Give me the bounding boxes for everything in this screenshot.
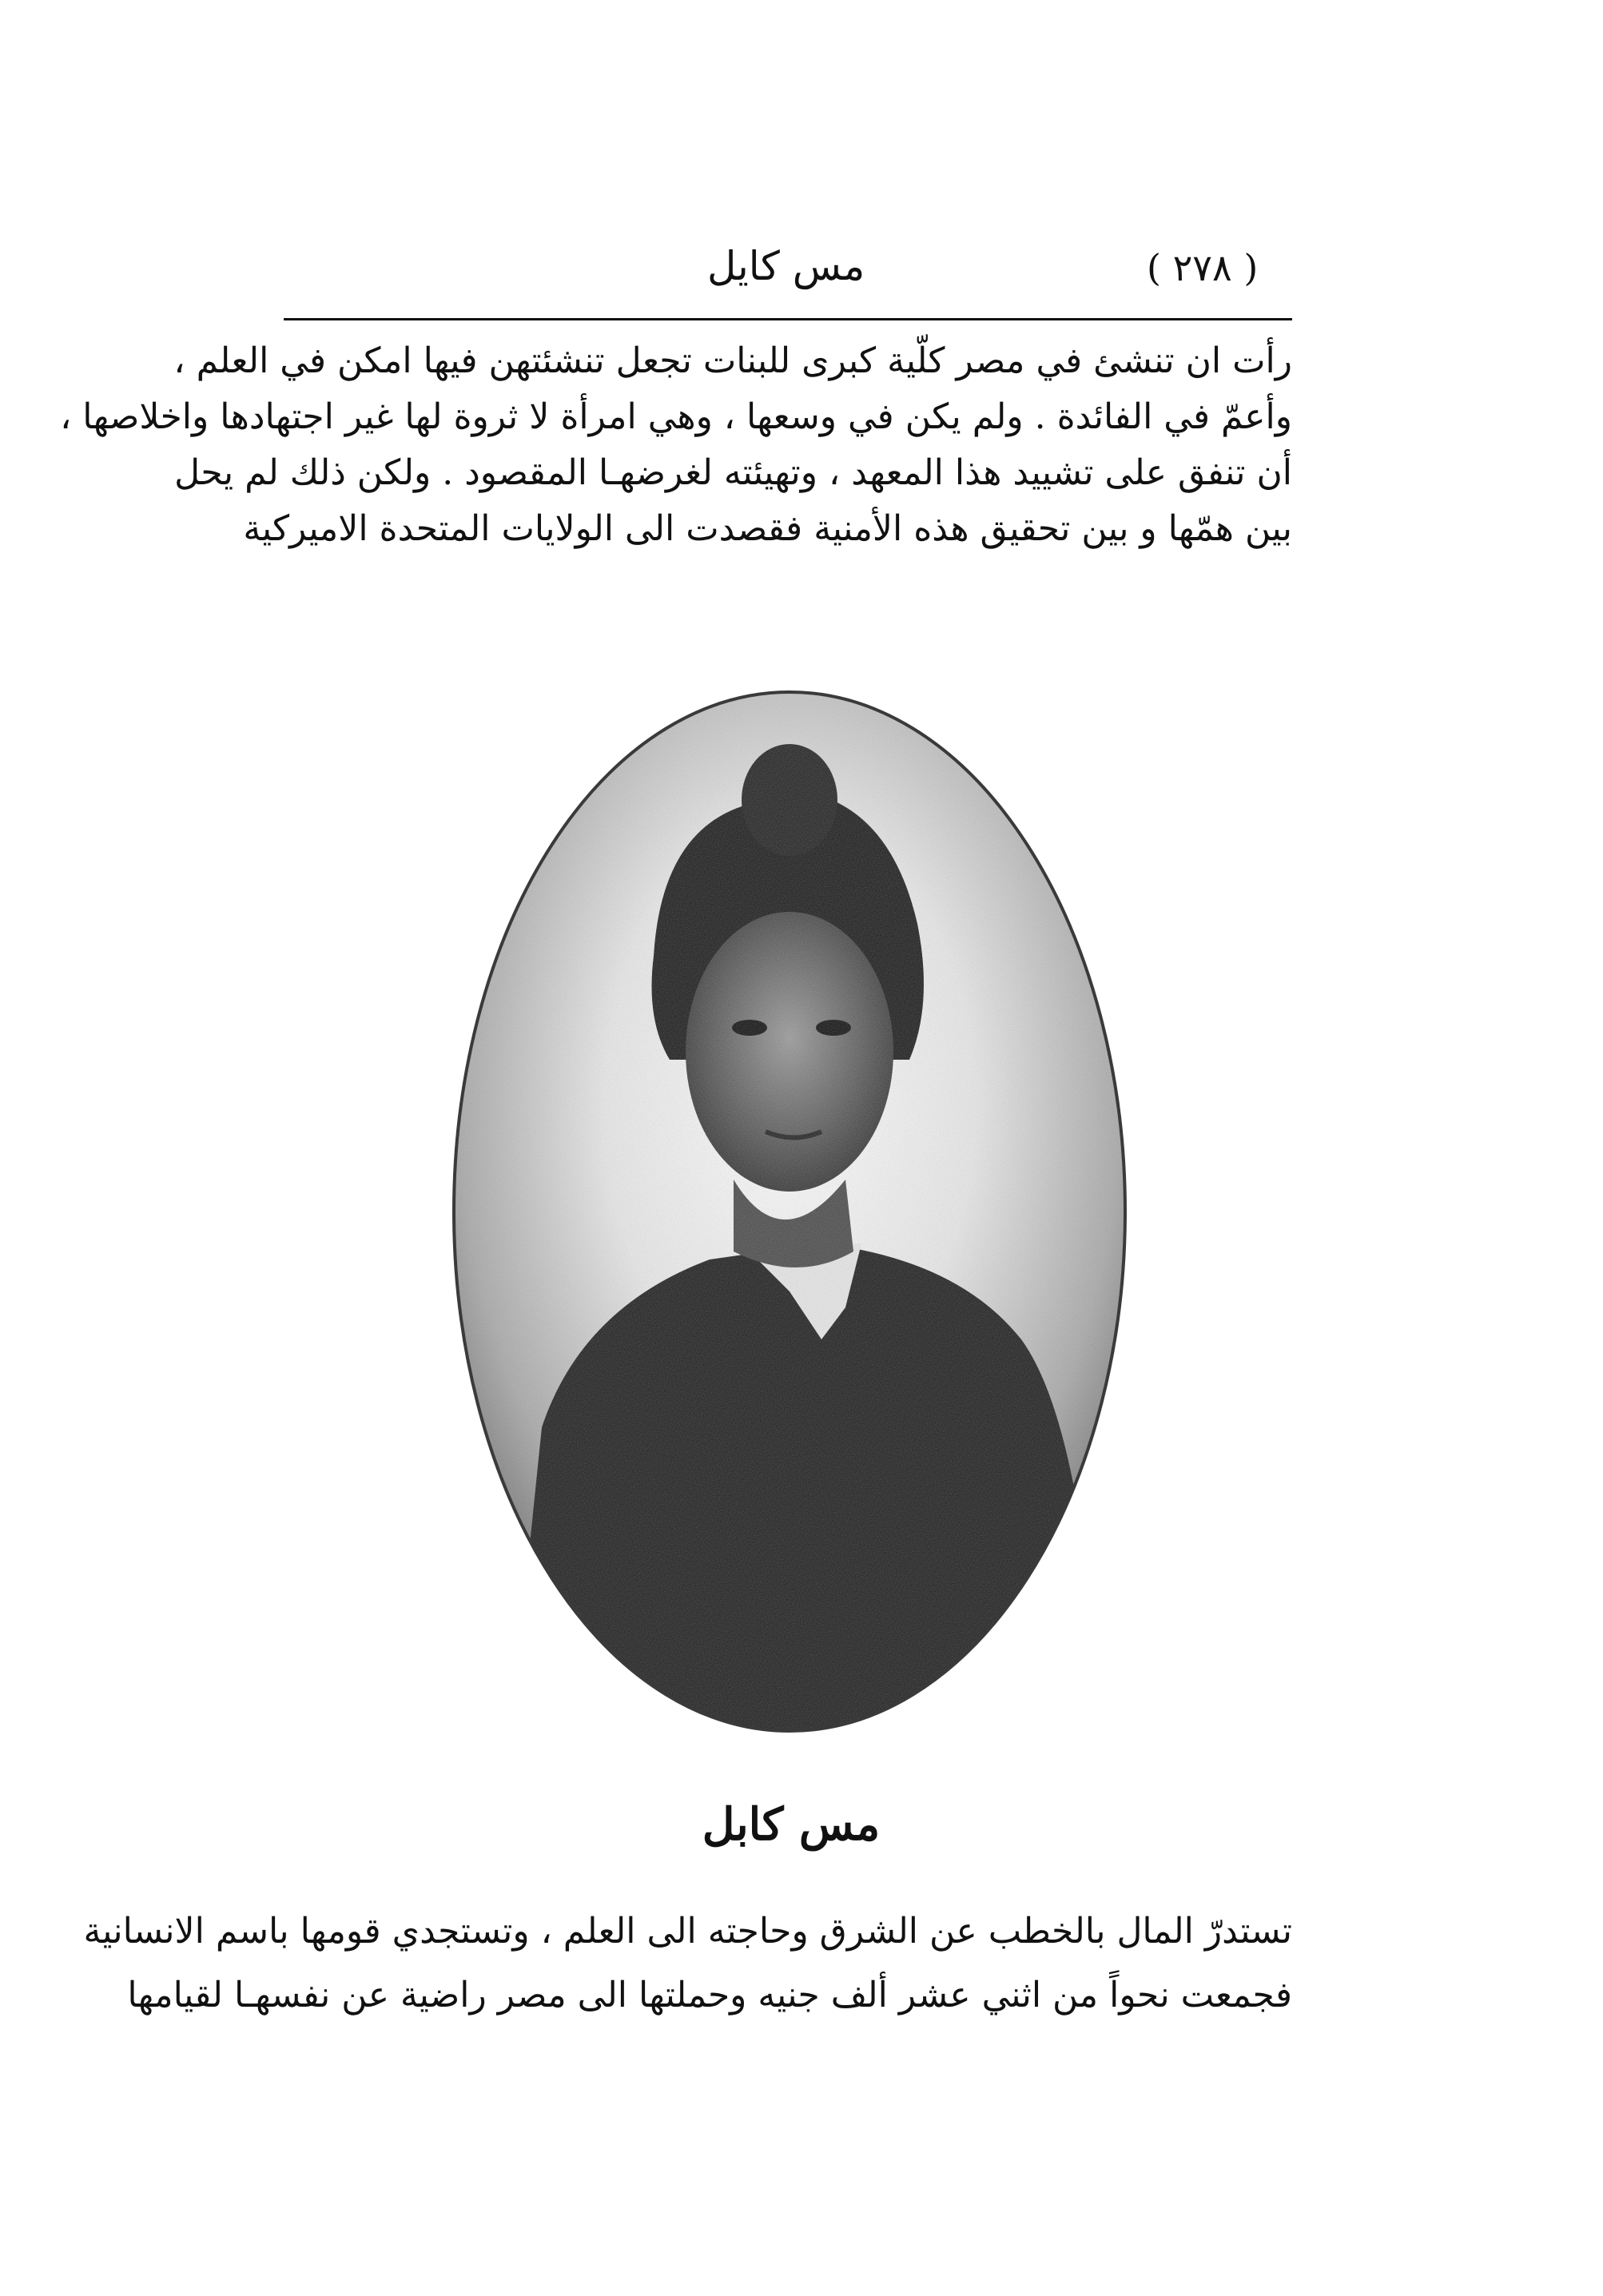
header-rule <box>284 318 1292 320</box>
paragraph-line: وأعمّ في الفائدة . ولم يكن في وسعها ، وهي امرأة لا ثروة لها غير اجتهادها واخلاصها ، <box>60 396 1292 437</box>
paragraph-line: رأت ان تنشئ في مصر كلّية كبرى للبنات تجعل تنشئتهن فيها امكن في العلم ، <box>173 340 1292 381</box>
paragraph-line: أن تنفق على تشييد هذا المعهد ، وتهيئته لغرضهـا المقصود . ولكن ذلك لم يحل <box>174 452 1292 493</box>
running-title: مس كايل <box>707 243 865 289</box>
paragraph-line: فجمعت نحواً من اثني عشر ألف جنيه وحملتها الى مصر راضية عن نفسهـا لقيامها <box>127 1975 1292 2015</box>
portrait-photo <box>446 684 1133 1739</box>
paragraph-line: بين همّها و بين تحقيق هذه الأمنية فقصدت الى الولايات المتحدة الاميركية <box>243 508 1292 549</box>
top-paragraph <box>60 340 1292 567</box>
portrait-oval-group <box>446 684 1133 1739</box>
page-number: ( ٢٧٨ ) <box>1147 246 1259 289</box>
portrait-caption: مس كابل <box>702 1798 881 1851</box>
paragraph-line: تستدرّ المال بالخطب عن الشرق وحاجته الى العلم ، وتستجدي قومها باسم الانسانية <box>83 1911 1292 1952</box>
bottom-paragraph <box>83 1911 1292 2042</box>
page-header <box>284 238 1292 310</box>
